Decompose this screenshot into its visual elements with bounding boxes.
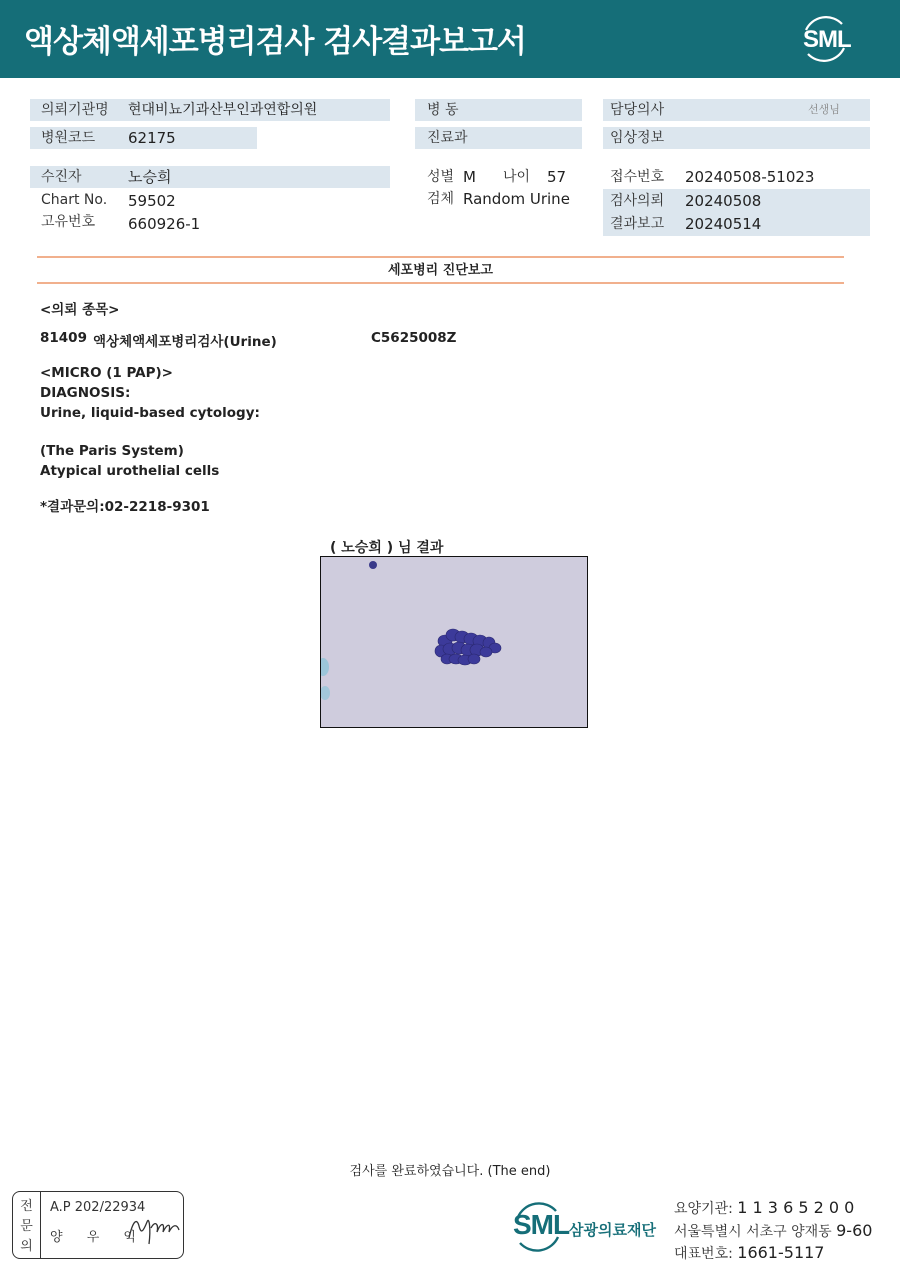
footer-org-name: 삼광의료재단 (569, 1221, 656, 1239)
age-label: 나이 (503, 169, 531, 185)
footer-code-value: 1 1 3 6 5 2 0 0 (737, 1198, 855, 1217)
patient-row (30, 166, 390, 188)
footer-phone-value: 1661-5117 (737, 1243, 825, 1262)
signature-icon (125, 1210, 183, 1250)
diagnosis-text: Urine, liquid-based cytology: (40, 405, 260, 421)
sex-value: M (463, 168, 476, 186)
sex-label: 성별 (427, 169, 455, 185)
image-caption: ( 노승희 ) 님 결과 (330, 540, 444, 556)
footer-phone-label: 대표번호: (674, 1246, 738, 1262)
sml-logo-text: SML (803, 26, 851, 53)
request-items-heading: <의뢰 종목> (40, 302, 120, 318)
patient-value: 노승희 (128, 168, 172, 186)
requester-label: 의뢰기관명 (41, 102, 109, 118)
paris-system: (The Paris System) (40, 443, 184, 459)
stamp-side-label (13, 1192, 41, 1258)
section-title: 세포병리 진단보고 (388, 263, 493, 278)
cell-cluster-graphic (321, 557, 588, 728)
license-number: A.P 202/22934 (50, 1200, 146, 1215)
diagnosis-label: DIAGNOSIS: (40, 385, 131, 401)
receipt-label: 접수번호 (610, 169, 665, 185)
hospital-code-value: 62175 (128, 129, 176, 147)
specimen-label: 검체 (427, 191, 455, 207)
footer-code-line (674, 1198, 854, 1218)
stamp-side-char: 문 (20, 1219, 33, 1234)
receipt-value: 20240508-51023 (685, 168, 815, 186)
footer-sml-text: SML (513, 1209, 570, 1240)
item-code: 81409 (40, 330, 87, 346)
footer-address-line (674, 1221, 872, 1241)
report-date-value: 20240514 (685, 215, 762, 233)
report-title: 액상체액세포병리검사 검사결과보고서 (24, 24, 526, 60)
ward-label: 병 동 (427, 102, 459, 118)
report-date-label: 결과보고 (610, 216, 665, 232)
dept-label: 진료과 (427, 130, 468, 146)
stamp-side-char: 전 (20, 1199, 33, 1214)
clinical-label: 임상정보 (610, 130, 665, 146)
chart-value: 59502 (128, 192, 176, 210)
section-top-rule (37, 256, 844, 258)
end-of-report-text: 검사를 완료하였습니다. (The end) (349, 1164, 551, 1179)
pathologist-name: 양 우 익 (50, 1230, 146, 1245)
request-date-value: 20240508 (685, 192, 762, 210)
chart-label: Chart No. (41, 192, 108, 208)
section-bottom-rule (37, 282, 844, 284)
hospital-code-label: 병원코드 (41, 130, 96, 146)
doctor-label: 담당의사 (610, 102, 665, 118)
item-ref: C5625008Z (371, 330, 457, 346)
diagnosis-result: Atypical urothelial cells (40, 463, 220, 479)
micro-heading: <MICRO (1 PAP)> (40, 365, 173, 381)
report-header (0, 0, 900, 78)
stamp-side-char: 의 (20, 1239, 33, 1254)
item-name: 액상체액세포병리검사(Urine) (93, 334, 277, 350)
footer-code-label: 요양기관: (674, 1201, 738, 1217)
doctor-suffix: 선생님 (808, 103, 840, 116)
request-date-label: 검사의뢰 (610, 193, 665, 209)
footer-address-number: 9-60 (836, 1221, 873, 1240)
requester-value: 현대비뇨기과산부인과연합의원 (128, 102, 318, 118)
footer-address-text: 서울특별시 서초구 양재동 (674, 1224, 837, 1240)
cytology-microscope-image (320, 556, 588, 728)
age-value: 57 (547, 168, 567, 186)
contact-info: *결과문의:02-2218-9301 (40, 499, 210, 515)
footer-phone-line (674, 1243, 824, 1263)
id-label: 고유번호 (41, 214, 96, 230)
id-value: 660926-1 (128, 215, 201, 233)
specimen-value: Random Urine (463, 190, 570, 208)
pathologist-stamp (12, 1191, 184, 1259)
patient-label: 수진자 (41, 169, 82, 185)
